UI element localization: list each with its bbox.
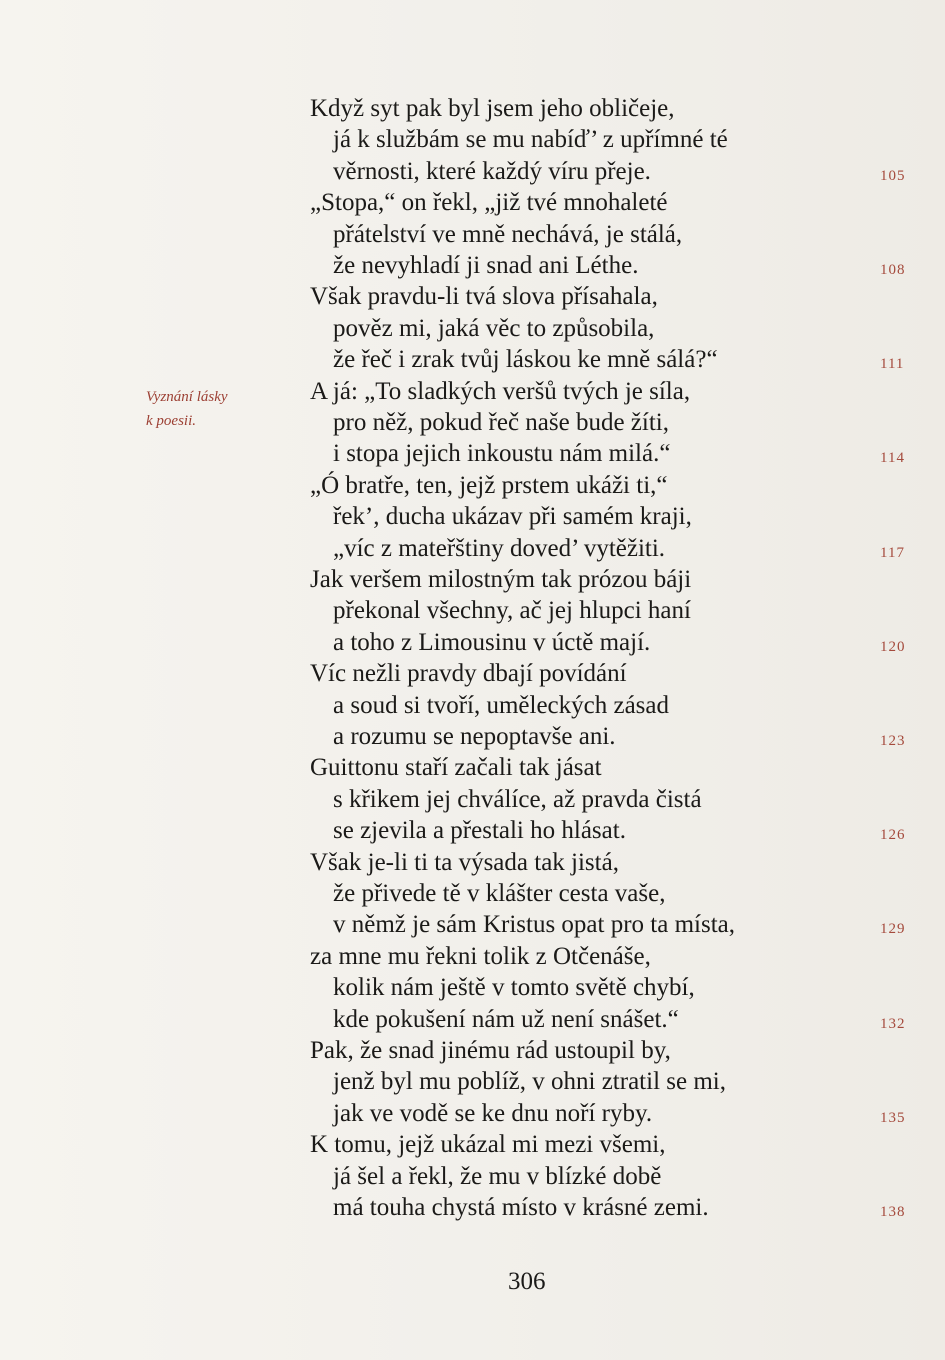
verse-line: Pak, že snad jinému rád ustoupil by, [310,1037,671,1064]
page-number: 306 [508,1268,546,1295]
verse-line: a soud si tvoří, uměleckých zásad [333,692,670,719]
verse-line: pro něž, pokud řeč naše bude žíti, [333,409,669,436]
verse-line: za mne mu řekni tolik z Otčenáše, [310,943,651,970]
line-number: 105 [880,168,906,184]
line-number: 120 [880,639,906,655]
verse-line: v němž je sám Kristus opat pro ta místa, [333,911,736,938]
verse-line: jak ve vodě se ke dnu noří ryby. [333,1100,653,1127]
verse-line: i stopa jejich inkoustu nám milá.“ [333,440,671,467]
margin-note-line-1: Vyznání lásky [146,389,228,405]
line-number: 129 [880,921,906,937]
verse-line: A já: „To sladkých veršů tvých je síla, [310,378,691,405]
verse-line: má touha chystá místo v krásné zemi. [333,1194,709,1221]
line-number: 108 [880,262,906,278]
verse-line: že nevyhladí ji snad ani Léthe. [333,252,639,279]
line-number: 123 [880,733,906,749]
verse-line: „víc z mateřštiny doved’ vytěžiti. [333,535,666,562]
line-number: 114 [880,450,905,466]
verse-line: Však je-li ti ta výsada tak jistá, [310,849,619,876]
verse-line: řek’, ducha ukázav při samém kraji, [333,503,692,530]
verse-line: věrnosti, které každý víru přeje. [333,158,651,185]
verse-line: se zjevila a přestali ho hlásat. [333,817,626,844]
verse-line: Jak veršem milostným tak prózou báji [310,566,692,593]
verse-line: kolik nám ještě v tomto světě chybí, [333,974,695,1001]
verse-line: já šel a řekl, že mu v blízké době [333,1163,662,1190]
verse-line: já k službám se mu nabíď’ z upřímné té [333,126,728,153]
margin-note-line-2: k poesii. [146,413,196,429]
verse-line: že řeč i zrak tvůj láskou ke mně sálá?“ [333,346,718,373]
verse-line: kde pokušení nám už není snášet.“ [333,1006,679,1033]
line-number: 132 [880,1016,906,1032]
line-number: 126 [880,827,906,843]
line-number: 117 [880,545,905,561]
line-number: 135 [880,1110,906,1126]
verse-line: jenž byl mu poblíž, v ohni ztratil se mi, [333,1068,726,1095]
verse-line: K tomu, jejž ukázal mi mezi všemi, [310,1131,666,1158]
verse-line: „Ó bratře, ten, jejž prstem ukáži ti,“ [310,472,668,499]
line-number: 138 [880,1204,906,1220]
verse-line: Však pravdu-li tvá slova přísahala, [310,283,658,310]
verse-line: přátelství ve mně nechává, je stálá, [333,221,683,248]
line-number: 111 [880,356,905,372]
verse-line: Když syt pak byl jsem jeho obličeje, [310,95,675,122]
verse-line: Guittonu staří začali tak jásat [310,754,602,781]
verse-line: a toho z Limousinu v úctě mají. [333,629,651,656]
verse-line: s křikem jej chválíce, až pravda čistá [333,786,702,813]
verse-line: „Stopa,“ on řekl, „již tvé mnohaleté [310,189,668,216]
verse-line: pověz mi, jaká věc to způsobila, [333,315,655,342]
verse-line: že přivede tě v klášter cesta vaše, [333,880,666,907]
verse-line: Víc nežli pravdy dbají povídání [310,660,627,687]
verse-line: překonal všechny, ač jej hlupci haní [333,597,691,624]
verse-line: a rozumu se nepoptavše ani. [333,723,616,750]
